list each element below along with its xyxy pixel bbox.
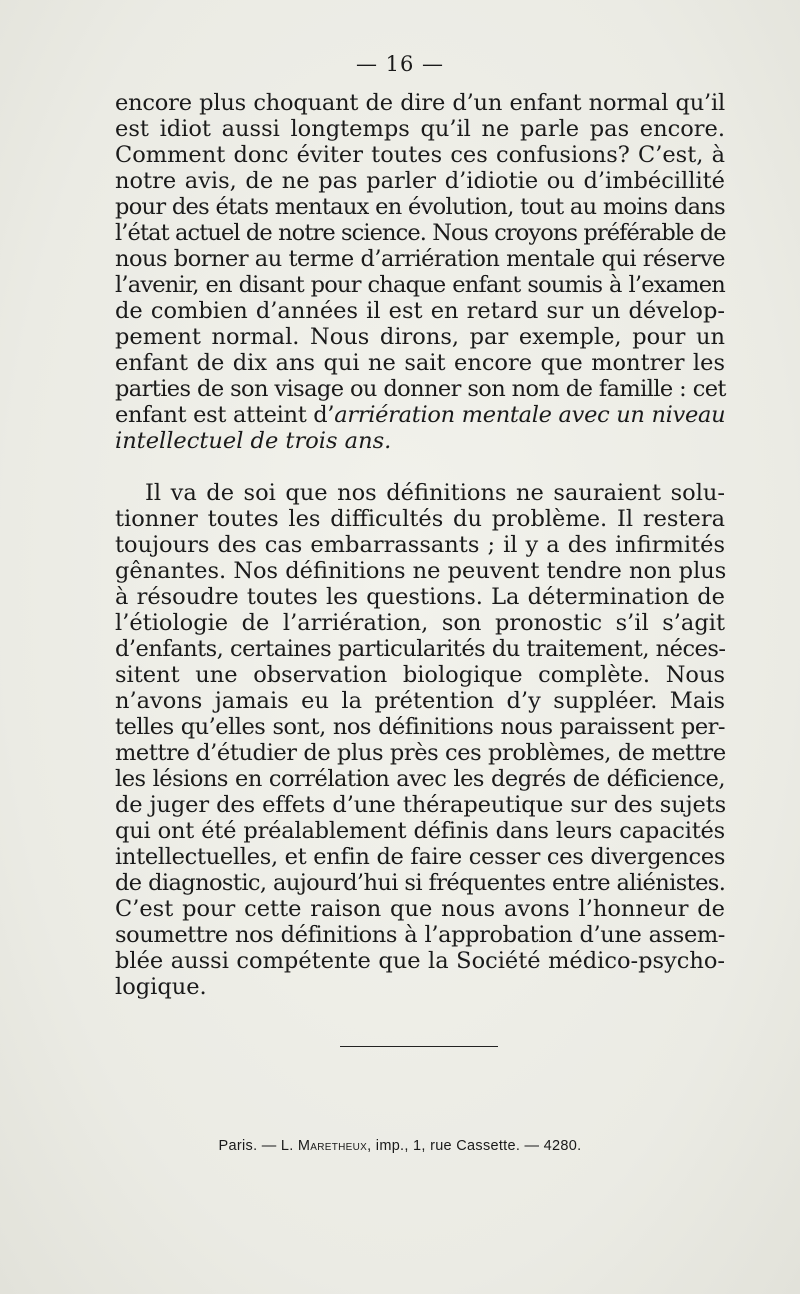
text-line: nous borner au terme d’arriération mentale qui réserve	[115, 246, 725, 272]
text-italic: arriération mentale avec un niveau	[334, 402, 726, 428]
text-line: gênantes. Nos définitions ne peuvent tendre non plus	[115, 558, 727, 584]
end-rule	[340, 1046, 498, 1047]
text-line: de diagnostic, aujourd’hui si fréquentes entre aliénistes.	[115, 870, 726, 896]
colophon-address: , imp., 1, rue Cassette. — 4280.	[367, 1138, 582, 1154]
text-line: C’est pour cette raison que nous avons l’honneur de	[115, 896, 725, 922]
text-line: notre avis, de ne pas parler d’idiotie ou d’imbécillité	[115, 168, 725, 194]
text-line: pement normal. Nous dirons, par exemple, pour un	[115, 324, 725, 350]
text-line: tionner toutes les difficultés du problème. Il restera	[115, 506, 725, 532]
text-line: d’enfants, certaines particularités du traitement, néces-	[115, 636, 726, 662]
text-line: Comment donc éviter toutes ces confusions? C’est, à	[115, 142, 725, 168]
text-line: soumettre nos définitions à l’approbation d’une assem-	[115, 922, 725, 948]
text-line: parties de son visage ou donner son nom de famille : cet	[115, 376, 726, 402]
colophon-printer: Maretheux	[297, 1138, 368, 1154]
text-line: blée aussi compétente que la Société médico-psycho-	[115, 948, 725, 974]
text-line: est idiot aussi longtemps qu’il ne parle pas encore.	[115, 116, 725, 142]
text-line: sitent une observation biologique complète. Nous	[115, 662, 725, 688]
text-line: encore plus choquant de dire d’un enfant normal qu’il	[115, 90, 725, 116]
text-line: l’étiologie de l’arriération, son pronostic s’il s’agit	[115, 610, 725, 636]
text-line: enfant de dix ans qui ne sait encore que montrer les	[115, 350, 725, 376]
text-line: qui ont été préalablement définis dans leurs capacités	[115, 818, 725, 844]
text-line: toujours des cas embarrassants ; il y a des infirmités	[115, 532, 725, 558]
text-line: mettre d’étudier de plus près ces problèmes, de mettre	[115, 740, 726, 766]
text-line: pour des états mentaux en évolution, tout au moins dans	[115, 194, 725, 220]
text-line: logique.	[115, 974, 207, 1000]
text-plain: enfant est atteint d’	[115, 402, 335, 428]
text-line: telles qu’elles sont, nos définitions nous paraissent per-	[115, 714, 725, 740]
text-line-mixed	[115, 402, 725, 428]
colophon-city: Paris. — L.	[218, 1138, 294, 1154]
text-line: l’avenir, en disant pour chaque enfant soumis à l’examen	[115, 272, 725, 298]
text-line-italic: intellectuel de trois ans.	[115, 428, 392, 454]
text-line: les lésions en corrélation avec les degrés de déficience,	[115, 766, 725, 792]
text-line: à résoudre toutes les questions. La détermination de	[115, 584, 725, 610]
text-line: intellectuelles, et enfin de faire cesser ces divergences	[115, 844, 726, 870]
text-line: Il va de soi que nos définitions ne sauraient solu-	[145, 480, 725, 506]
printer-colophon	[0, 1138, 800, 1154]
page-number: — 16 —	[355, 52, 445, 76]
text-line: l’état actuel de notre science. Nous croyons préférable de	[115, 220, 726, 246]
text-line: n’avons jamais eu la prétention d’y suppléer. Mais	[115, 688, 725, 714]
text-line: de combien d’années il est en retard sur un dévelop-	[115, 298, 725, 324]
text-line: de juger des effets d’une thérapeutique sur des sujets	[115, 792, 727, 818]
